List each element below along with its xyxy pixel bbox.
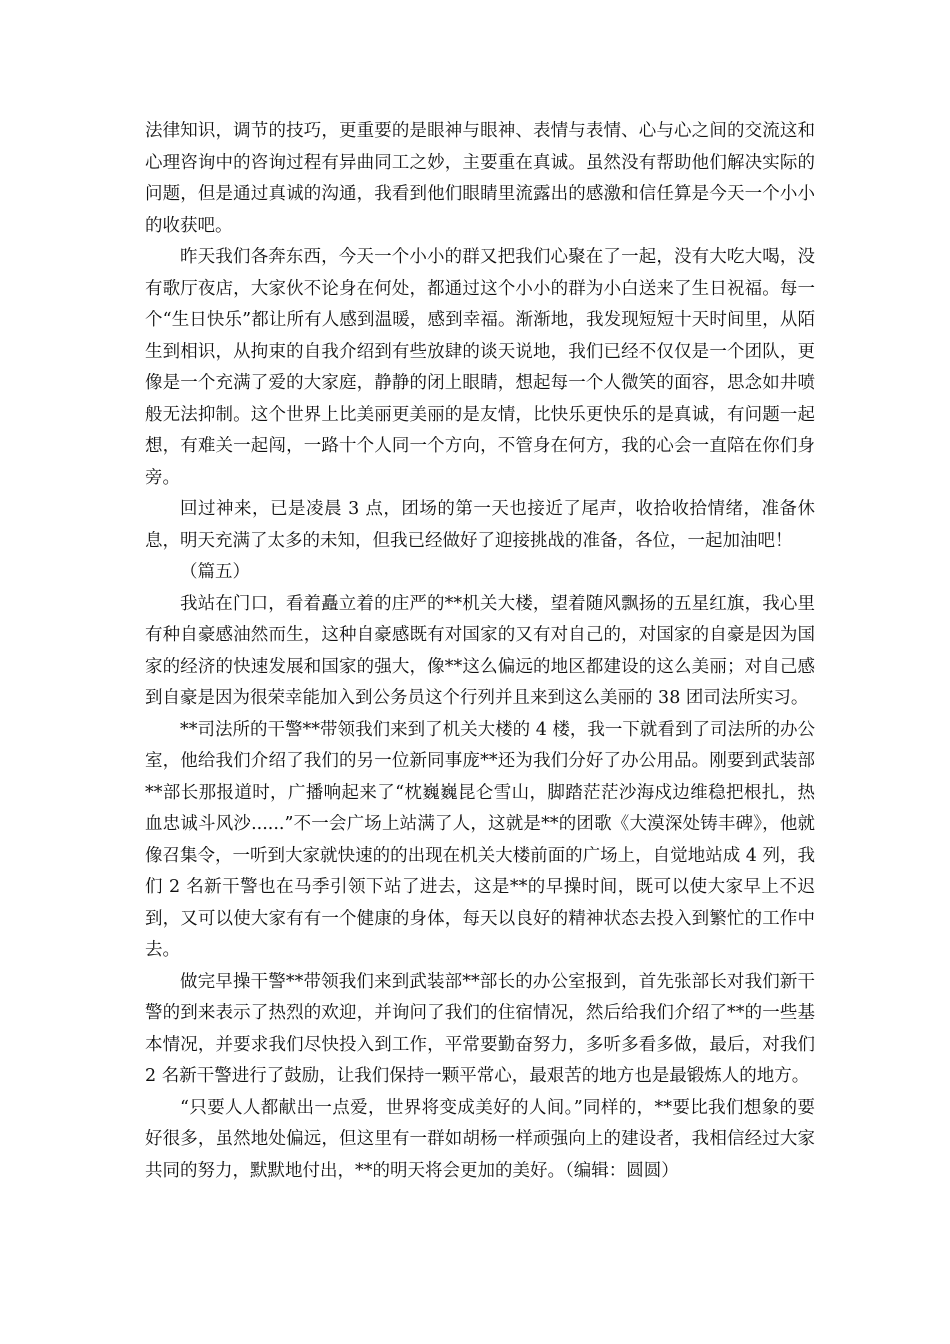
paragraph-standing-at-door: 我站在门口，看着矗立着的庄严的**机关大楼，望着随风飘扬的五星红旗，我心里有种自豪感油然而生，这种自豪感既有对国家的又有对自己的，对国家的自豪是因为国家的经济的快速发展和国家的强大，像**这么偏远的地区都建设的这么美丽；对自己感到自豪是因为很荣幸能加入到公务员这个行列并且来到这么美丽的 38 团司法所实习。 (145, 593, 815, 708)
paragraph-continued: 法律知识，调节的技巧，更重要的是眼神与眼神、表情与表情、心与心之间的交流这和心理咨询中的咨询过程有异曲同工之妙，主要重在真诚。虽然没有帮助他们解决实际的问题，但是通过真诚的沟通，我看到他们眼睛里流露出的感激和信任算是今天一个小小的收获吧。 (145, 121, 815, 236)
paragraph-closing: “只要人人都献出一点爱，世界将变成美好的人间。”同样的，**要比我们想象的要好很多，虽然地处偏远，但这里有一群如胡杨一样顽强向上的建设者，我相信经过大家共同的努力，默默地付出，**的明天将会更加的美好。（编辑：圆圆） (145, 1097, 815, 1181)
paragraph-judicial-office: **司法所的干警**带领我们来到了机关大楼的 4 楼，我一下就看到了司法所的办公室，他给我们介绍了我们的另一位新同事庞**还为我们分好了办公用品。刚要到武装部**部长那报道时，广播响起来了“枕巍巍昆仑雪山，脚踏茫茫沙海戍边维稳把根扎，热血忠诚斗风沙......”不一会广场上站满了人，这就是**的团歌《大漠深处铸丰碑》，他就像召集令，一听到大家就快速的的出现在机关大楼前面的广场上，自觉地站成 4 列，我们 2 名新干警也在马季引领下站了进去，这是**的早操时间，既可以使大家早上不迟到，又可以使大家有有一个健康的身体，每天以良好的精神状态去投入到繁忙的工作中去。 (145, 719, 815, 960)
document-page (145, 116, 815, 1187)
section-heading: （篇五） (180, 562, 250, 582)
paragraph-birthday-group: 昨天我们各奔东西，今天一个小小的群又把我们心聚在了一起，没有大吃大喝，没有歌厅夜店，大家伙不论身在何处，都通过这个小小的群为小白送来了生日祝福。每一个“生日快乐”都让所有人感到温暖，感到幸福。渐渐地，我发现短短十天时间里，从陌生到相识，从拘束的自我介绍到有些放肆的谈天说地，我们已经不仅仅是一个团队，更像是一个充满了爱的大家庭，静静的闭上眼睛，想起每一个人微笑的面容，思念如井喷般无法抑制。这个世界上比美丽更美丽的是友情，比快乐更快乐的是真诚，有问题一起想，有难关一起闯，一路十个人同一个方向，不管身在何方，我的心会一直陪在你们身旁。 (145, 247, 815, 488)
paragraph-night-reflection: 回过神来，已是凌晨 3 点，团场的第一天也接近了尾声，收拾收拾情绪，准备休息，明天充满了太多的未知，但我已经做好了迎接挑战的准备，各位，一起加油吧！ (145, 499, 815, 551)
paragraph-after-exercise: 做完早操干警**带领我们来到武装部**部长的办公室报到，首先张部长对我们新干警的到来表示了热烈的欢迎，并询问了我们的住宿情况，然后给我们介绍了**的一些基本情况，并要求我们尽快投入到工作，平常要勤奋努力，多听多看多做，最后，对我们 2 名新干警进行了鼓励，让我们保持一颗平常心，最艰苦的地方也是最锻炼人的地方。 (145, 971, 815, 1086)
